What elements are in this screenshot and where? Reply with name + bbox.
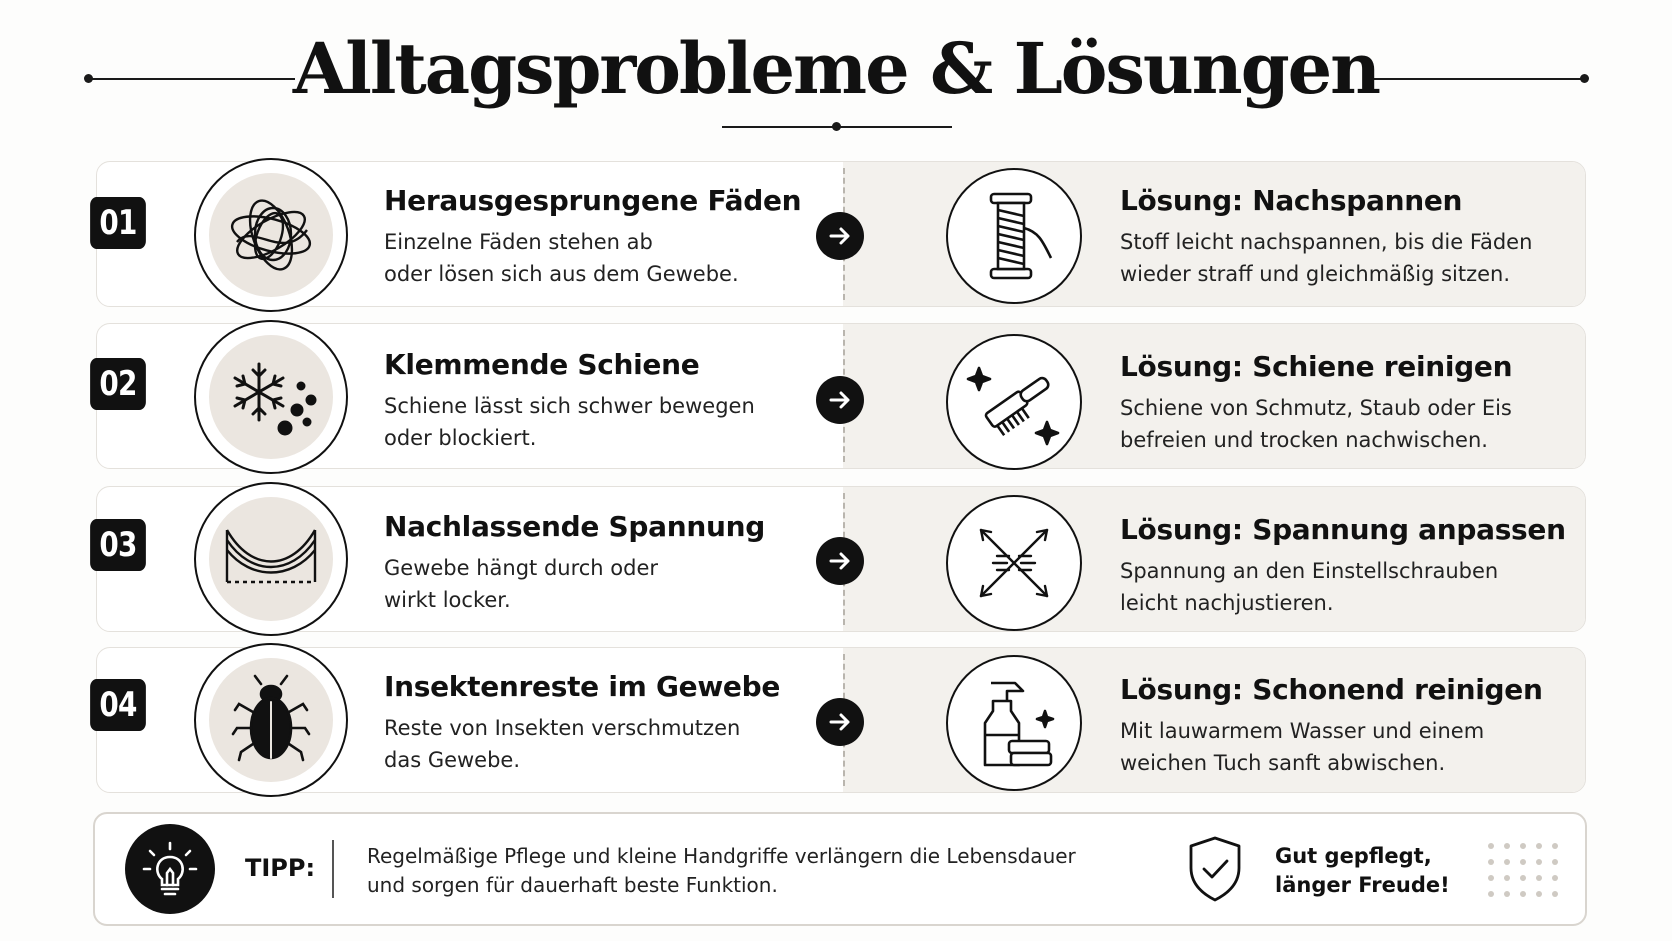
problem-icon-circle (194, 320, 348, 474)
solution-icon-circle (946, 655, 1082, 791)
solution-icon-circle (946, 495, 1082, 631)
solution-description-line-1: Schiene von Schmutz, Staub oder Eis (1120, 396, 1512, 420)
problem-description-line-2: oder lösen sich aus dem Gewebe. (384, 262, 739, 286)
title-underline-dot (832, 122, 841, 131)
header (0, 20, 1672, 130)
beetle-icon (231, 672, 311, 768)
problem-description-line-1: Schiene lässt sich schwer bewegen (384, 394, 755, 418)
solution-description-line-1: Stoff leicht nachspannen, bis die Fäden (1120, 230, 1533, 254)
tip-text-line-2: und sorgen für dauerhaft beste Funktion. (367, 873, 778, 897)
snowflake-dirt-icon (221, 352, 321, 442)
problem-title: Herausgesprungene Fäden (384, 184, 802, 217)
problem-title: Klemmende Schiene (384, 348, 700, 381)
solution-description-line-2: leicht nachjustieren. (1120, 591, 1334, 615)
solution-description-line-2: weichen Tuch sanft abwischen. (1120, 751, 1446, 775)
solution-icon-circle (946, 334, 1082, 470)
shield-check-icon (1185, 834, 1245, 908)
solution-title: Lösung: Schonend reinigen (1120, 673, 1543, 706)
solution-title: Lösung: Schiene reinigen (1120, 350, 1513, 383)
problem-description-line-2: wirkt locker. (384, 588, 511, 612)
spray-bottle-sponge-icon (969, 675, 1059, 771)
problem-description-line-2: oder blockiert. (384, 426, 537, 450)
solution-description-line-1: Mit lauwarmem Wasser und einem (1120, 719, 1485, 743)
arrow-right-icon (816, 698, 864, 746)
tip-label: TIPP: (245, 854, 316, 882)
tip-bar (93, 812, 1587, 926)
problem-icon-circle (194, 643, 348, 797)
row-number-badge: 04 (90, 679, 146, 731)
tangled-threads-icon (223, 192, 319, 278)
problem-description-line-1: Einzelne Fäden stehen ab (384, 230, 653, 254)
problem-description-line-1: Reste von Insekten verschmutzen (384, 716, 741, 740)
problem-title: Insektenreste im Gewebe (384, 670, 781, 703)
page-title: Alltagsprobleme & Lösungen (292, 27, 1380, 110)
brush-icon (964, 352, 1064, 452)
problem-icon-circle (194, 482, 348, 636)
decorative-dot-grid (1485, 840, 1565, 902)
solution-title: Lösung: Nachspannen (1120, 184, 1463, 217)
problem-title: Nachlassende Spannung (384, 510, 765, 543)
row-number-badge: 01 (90, 197, 146, 249)
arrow-right-icon (816, 537, 864, 585)
tension-arrows-icon (969, 518, 1059, 608)
tip-text-line-1: Regelmäßige Pflege und kleine Handgriffe verlängern die Lebensdauer (367, 844, 1076, 868)
lightbulb-icon (125, 824, 215, 914)
tip-separator (332, 840, 334, 898)
badge-text-line-2: länger Freude! (1275, 873, 1450, 897)
row-number-badge: 03 (90, 519, 146, 571)
problem-description-line-1: Gewebe hängt durch oder (384, 556, 659, 580)
solution-description-line-2: befreien und trocken nachwischen. (1120, 428, 1488, 452)
problem-description-line-2: das Gewebe. (384, 748, 521, 772)
solution-description-line-1: Spannung an den Einstellschrauben (1120, 559, 1499, 583)
solution-title: Lösung: Spannung anpassen (1120, 513, 1566, 546)
sagging-fabric-icon (221, 524, 321, 594)
arrow-right-icon (816, 376, 864, 424)
problem-icon-circle (194, 158, 348, 312)
solution-icon-circle (946, 168, 1082, 304)
row-number-badge: 02 (90, 358, 146, 410)
arrow-right-icon (816, 212, 864, 260)
badge-text-line-1: Gut gepflegt, (1275, 844, 1432, 868)
solution-description-line-2: wieder straff und gleichmäßig sitzen. (1120, 262, 1511, 286)
thread-spool-icon (969, 188, 1059, 284)
